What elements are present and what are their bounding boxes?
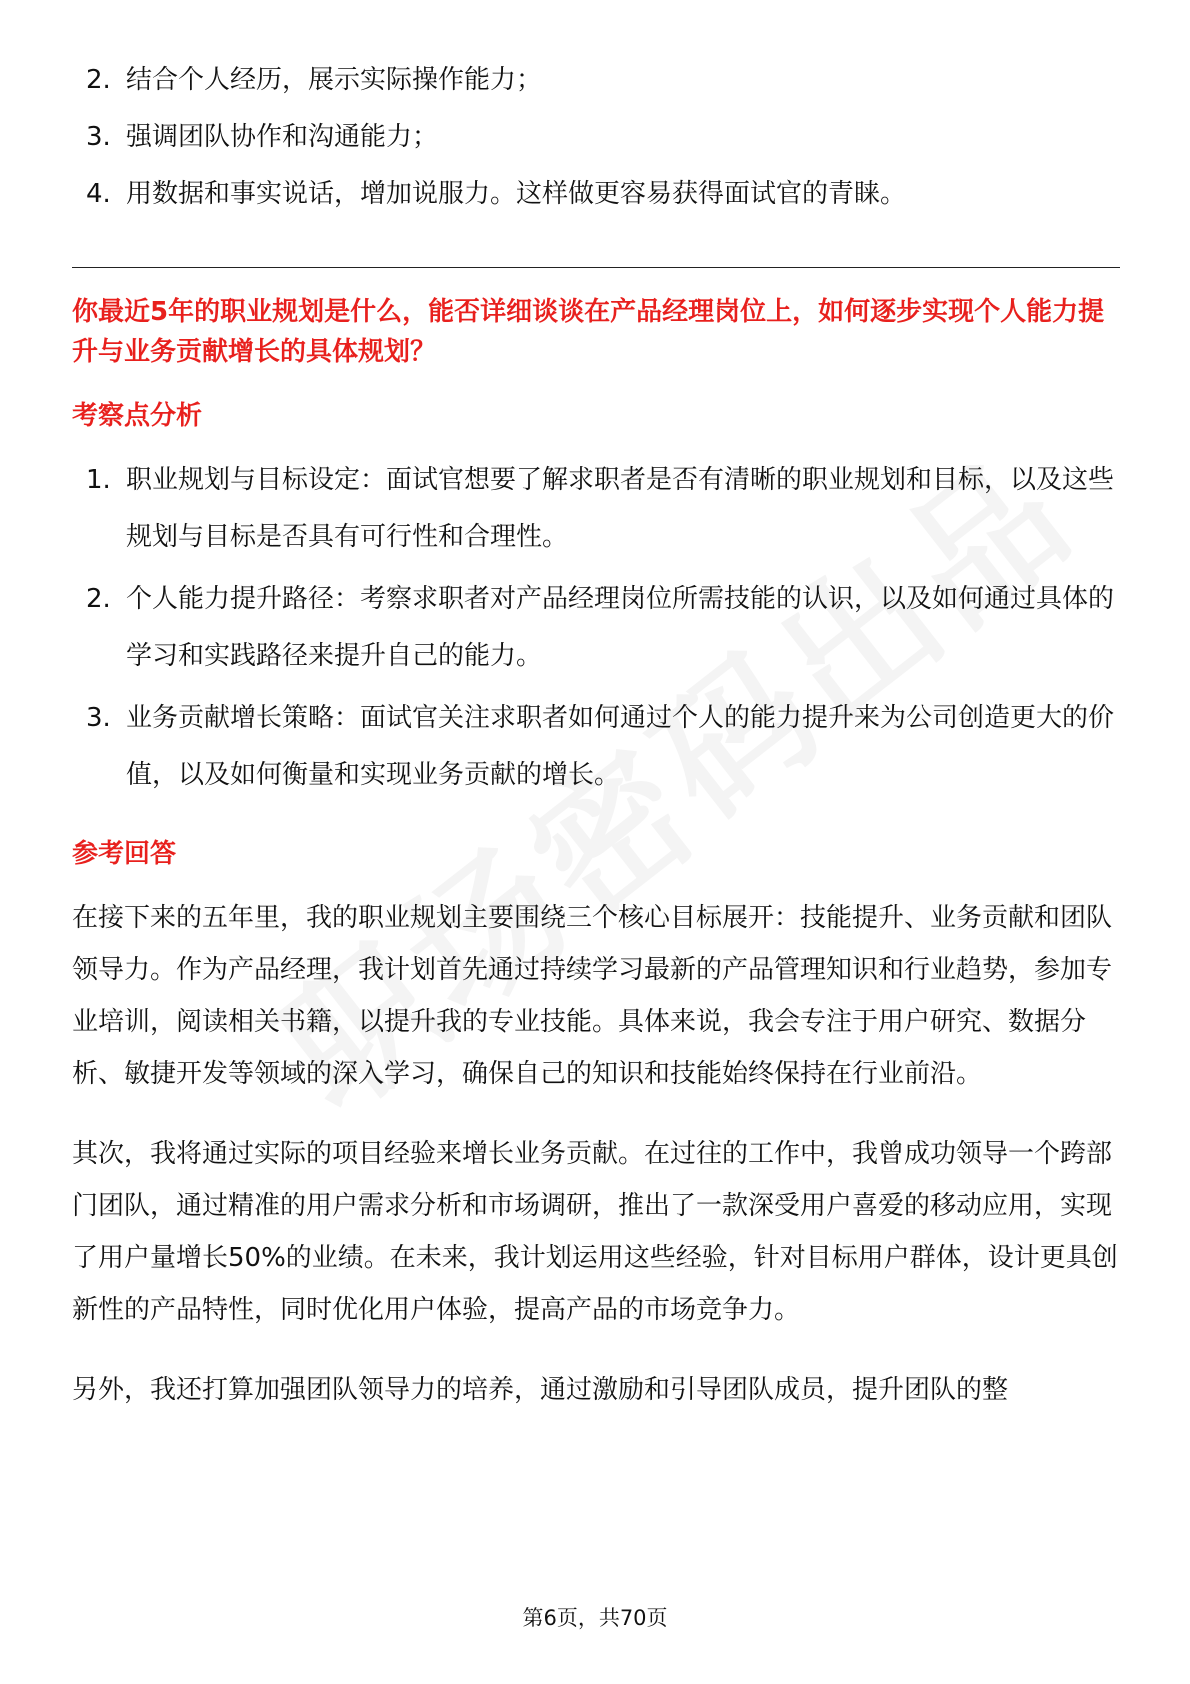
page-number: 第6页，共70页 [522,1606,668,1630]
list-item [72,166,1120,223]
list-number: 1. [86,465,111,495]
interview-question: 你最近5年的职业规划是什么，能否详细谈谈在产品经理岗位上，如何逐步实现个人能力提升与业务贡献增长的具体规划？ [72,297,1105,367]
page-content [72,52,1120,1444]
list-number: 3. [86,703,111,733]
answer-paragraph: 在接下来的五年里，我的职业规划主要围绕三个核心目标展开：技能提升、业务贡献和团队领导力。作为产品经理，我计划首先通过持续学习最新的产品管理知识和行业趋势，参加专业培训，阅读相关书籍，以提升我的专业技能。具体来说，我会专注于用户研究、数据分析、敏捷开发等领域的深入学习，确保自己的知识和技能始终保持在行业前沿。 [72,903,1113,1089]
answer-paragraph: 另外，我还打算加强团队领导力的培养，通过激励和引导团队成员，提升团队的整 [72,1375,1009,1405]
analysis-heading: 考察点分析 [72,401,203,431]
list-item [72,109,1120,166]
list-item [72,690,1120,804]
answer-paragraph: 其次，我将通过实际的项目经验来增长业务贡献。在过往的工作中，我曾成功领导一个跨部门团队，通过精准的用户需求分析和市场调研，推出了一款深受用户喜爱的移动应用，实现了用户量增长50%的业绩。在未来，我计划运用这些经验，针对目标用户群体，设计更具创新性的产品特性，同时优化用户体验，提高产品的市场竞争力。 [72,1139,1118,1325]
list-text: 强调团队协作和沟通能力； [126,122,439,152]
list-text: 业务贡献增长策略：面试官关注求职者如何通过个人的能力提升来为公司创造更大的价值，以及如何衡量和实现业务贡献的增长。 [126,703,1115,790]
list-number: 2. [86,584,111,614]
list-text: 个人能力提升路径：考察求职者对产品经理岗位所需技能的认识，以及如何通过具体的学习和实践路径来提升自己的能力。 [126,584,1115,671]
analysis-list [72,452,1120,804]
list-item [72,52,1120,109]
answer-heading: 参考回答 [72,839,177,869]
list-item [72,452,1120,566]
list-number: 4. [86,179,111,209]
section-divider [72,267,1120,268]
previous-tips-list [72,52,1120,223]
list-text: 用数据和事实说话，增加说服力。这样做更容易获得面试官的青睐。 [126,179,907,209]
list-text: 结合个人经历，展示实际操作能力； [126,65,543,95]
list-number: 3. [86,122,111,152]
list-number: 2. [86,65,111,95]
list-item [72,571,1120,685]
list-text: 职业规划与目标设定：面试官想要了解求职者是否有清晰的职业规划和目标，以及这些规划与目标是否具有可行性和合理性。 [126,465,1115,552]
